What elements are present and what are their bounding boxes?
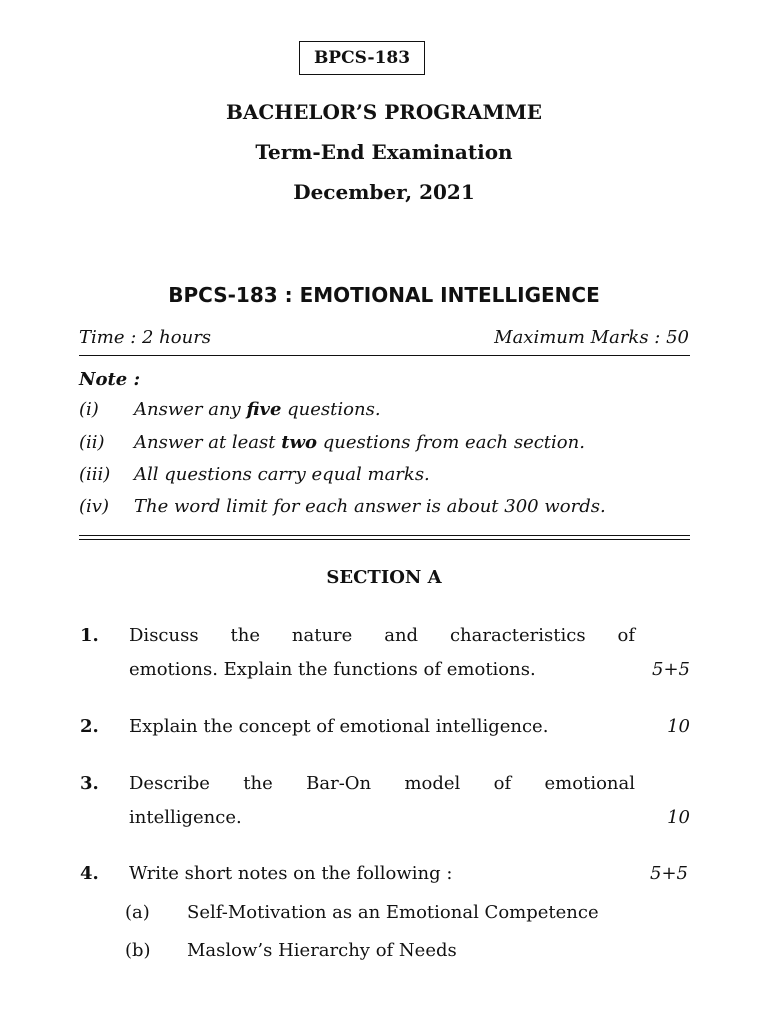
question-text: Discuss the nature and characteristics of (129, 625, 635, 646)
subject-title: BPCS-183 : EMOTIONAL INTELLIGENCE (168, 283, 600, 307)
question-text: Describe the Bar-On model of emotional (129, 773, 635, 794)
divider-line (79, 355, 690, 356)
question-text: intelligence. (129, 807, 242, 828)
exam-meta-row (79, 327, 689, 348)
note-item-text: The word limit for each answer is about 300 words. (134, 496, 606, 517)
note-item-text: All questions carry equal marks. (134, 464, 430, 485)
note-label: Note : (79, 369, 141, 390)
course-code: BPCS-183 (313, 48, 411, 68)
double-rule-top (79, 535, 690, 536)
exam-title: Term-End Examination (255, 140, 513, 164)
section-heading: SECTION A (326, 567, 442, 588)
sub-question-text: Self-Motivation as an Emotional Competence (187, 902, 599, 923)
time-allowed: Time : 2 hours (79, 327, 212, 348)
note-item-number: (ii) (79, 432, 105, 453)
course-code-box (299, 41, 425, 75)
question-marks: 5+5 (652, 659, 690, 680)
question-text: Write short notes on the following : (129, 863, 453, 884)
double-rule-bottom (79, 539, 690, 540)
question-number: 3. (80, 773, 99, 794)
question-number: 1. (80, 625, 99, 646)
sub-question-label: (a) (125, 902, 150, 923)
question-number: 2. (80, 716, 99, 737)
question-number: 4. (80, 863, 99, 884)
exam-date: December, 2021 (293, 180, 475, 204)
sub-question-label: (b) (125, 940, 151, 961)
question-marks: 5+5 (650, 863, 688, 884)
note-item-number: (iv) (79, 496, 109, 517)
note-item-number: (iii) (79, 464, 111, 485)
question-marks: 10 (667, 807, 690, 828)
note-item-text: Answer at least two questions from each section. (134, 432, 585, 453)
sub-question-text: Maslow’s Hierarchy of Needs (187, 940, 457, 961)
note-item-number: (i) (79, 399, 99, 420)
question-text: Explain the concept of emotional intelligence. (129, 716, 549, 737)
note-item-text: Answer any five questions. (134, 399, 381, 420)
programme-title: BACHELOR’S PROGRAMME (225, 100, 543, 124)
question-marks: 10 (667, 716, 690, 737)
question-text: emotions. Explain the functions of emotions. (129, 659, 536, 680)
maximum-marks: Maximum Marks : 50 (494, 327, 689, 348)
